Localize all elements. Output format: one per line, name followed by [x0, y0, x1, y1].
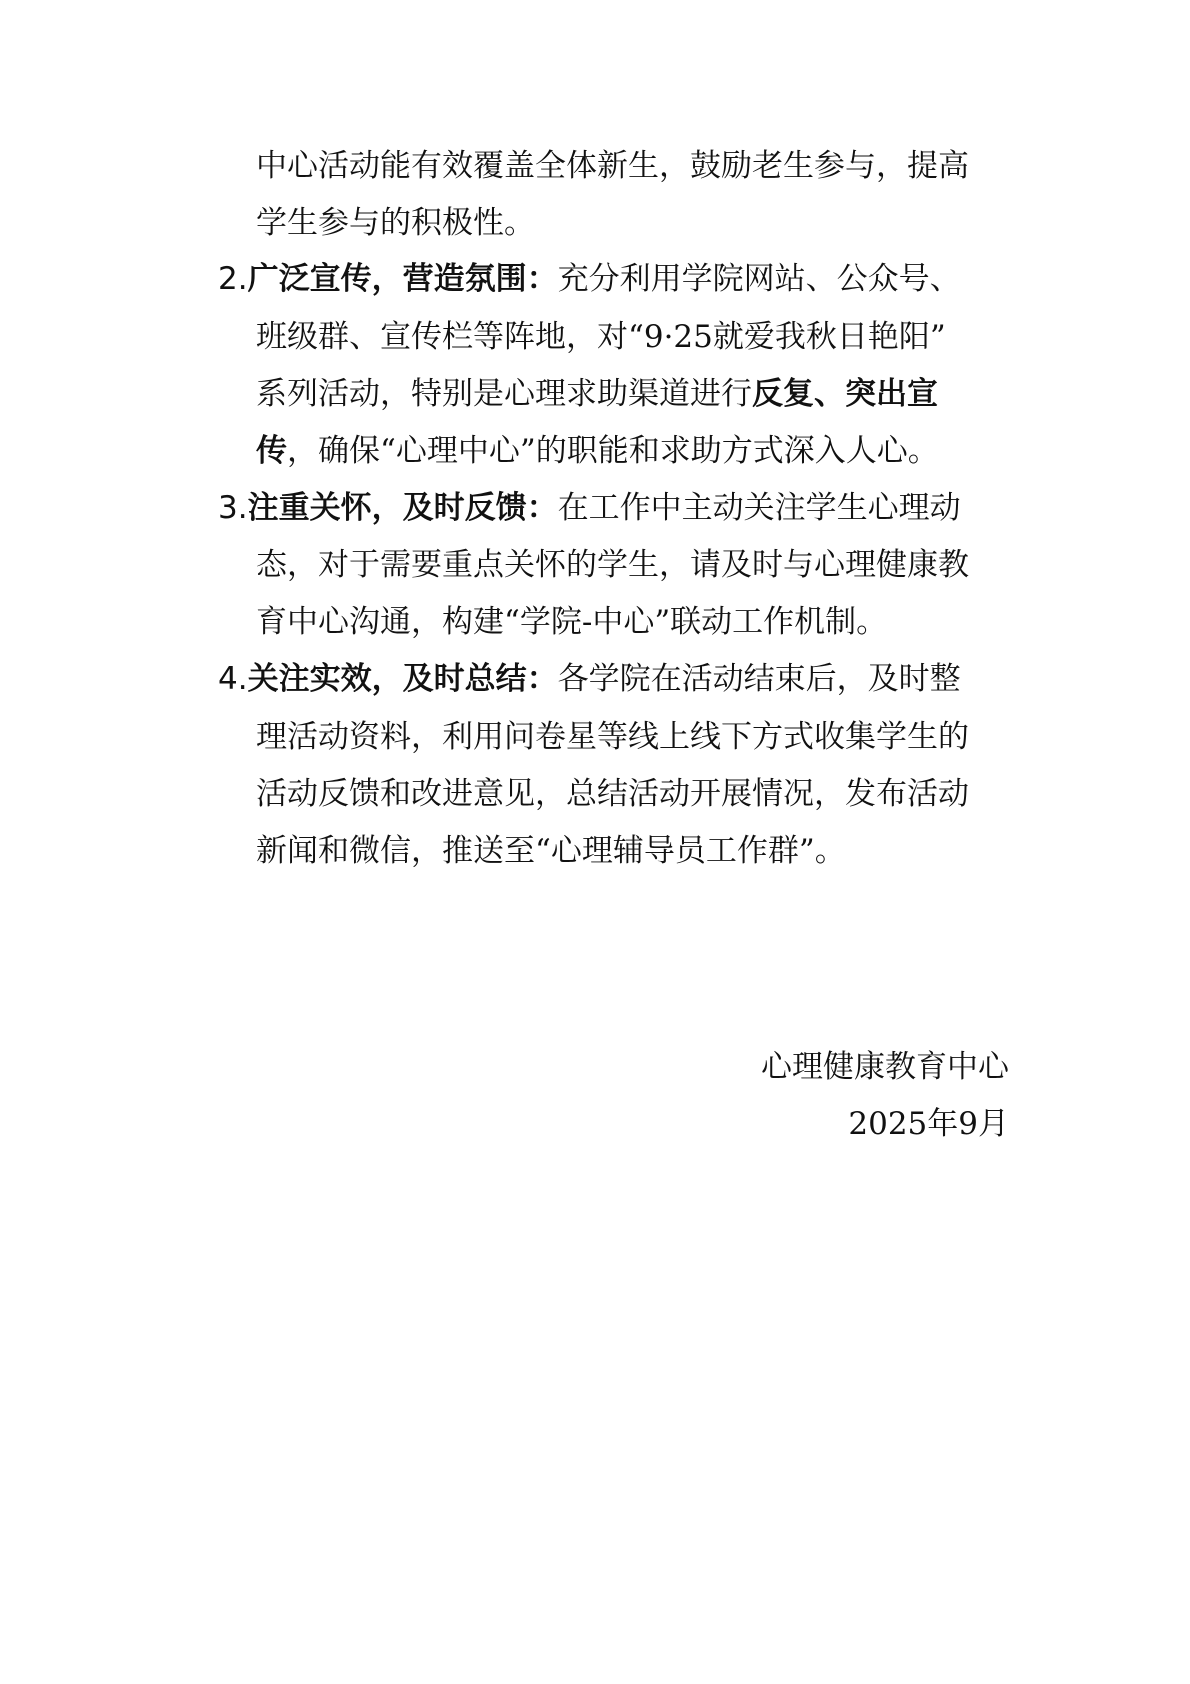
item-3-line-2: 态，对于需要重点关怀的学生，请及时与心理健康教	[256, 547, 969, 583]
signature-org: 心理健康教育中心	[761, 1049, 1009, 1085]
item-3-line-1: 3.注重关怀，及时反馈：在工作中主动关注学生心理动	[218, 490, 961, 526]
item-3-number: 3.	[218, 490, 248, 526]
item-4-line-1: 4.关注实效，及时总结：各学院在活动结束后，及时整	[218, 661, 961, 697]
item-4-number: 4.	[218, 661, 248, 697]
item-3-heading: 注重关怀，及时反馈：	[247, 490, 558, 526]
item-2-line-2: 班级群、宣传栏等阵地，对“9·25就爱我秋日艳阳”	[256, 319, 946, 355]
item-2-heading: 广泛宣传，营造氛围：	[247, 261, 558, 297]
item-2-number: 2.	[218, 261, 248, 297]
continuation-line-1: 中心活动能有效覆盖全体新生，鼓励老生参与，提高	[256, 148, 969, 184]
item-4-line-4: 新闻和微信，推送至“心理辅导员工作群”。	[256, 833, 846, 869]
item-2-line-3: 系列活动，特别是心理求助渠道进行反复、突出宣	[256, 376, 938, 412]
item-4-heading: 关注实效，及时总结：	[247, 661, 558, 697]
item-3-line-3: 育中心沟通，构建“学院-中心”联动工作机制。	[256, 604, 888, 640]
continuation-line-2: 学生参与的积极性。	[256, 205, 535, 241]
item-4-line-3: 活动反馈和改进意见，总结活动开展情况，发布活动	[256, 776, 969, 812]
item-4-line-2: 理活动资料，利用问卷星等线上线下方式收集学生的	[256, 719, 969, 755]
item-2-line-1: 2.广泛宣传，营造氛围：充分利用学院网站、公众号、	[218, 261, 961, 297]
item-2-line-4: 传，确保“心理中心”的职能和求助方式深入人心。	[256, 433, 939, 469]
signature-date: 2025年9月	[848, 1106, 1009, 1142]
